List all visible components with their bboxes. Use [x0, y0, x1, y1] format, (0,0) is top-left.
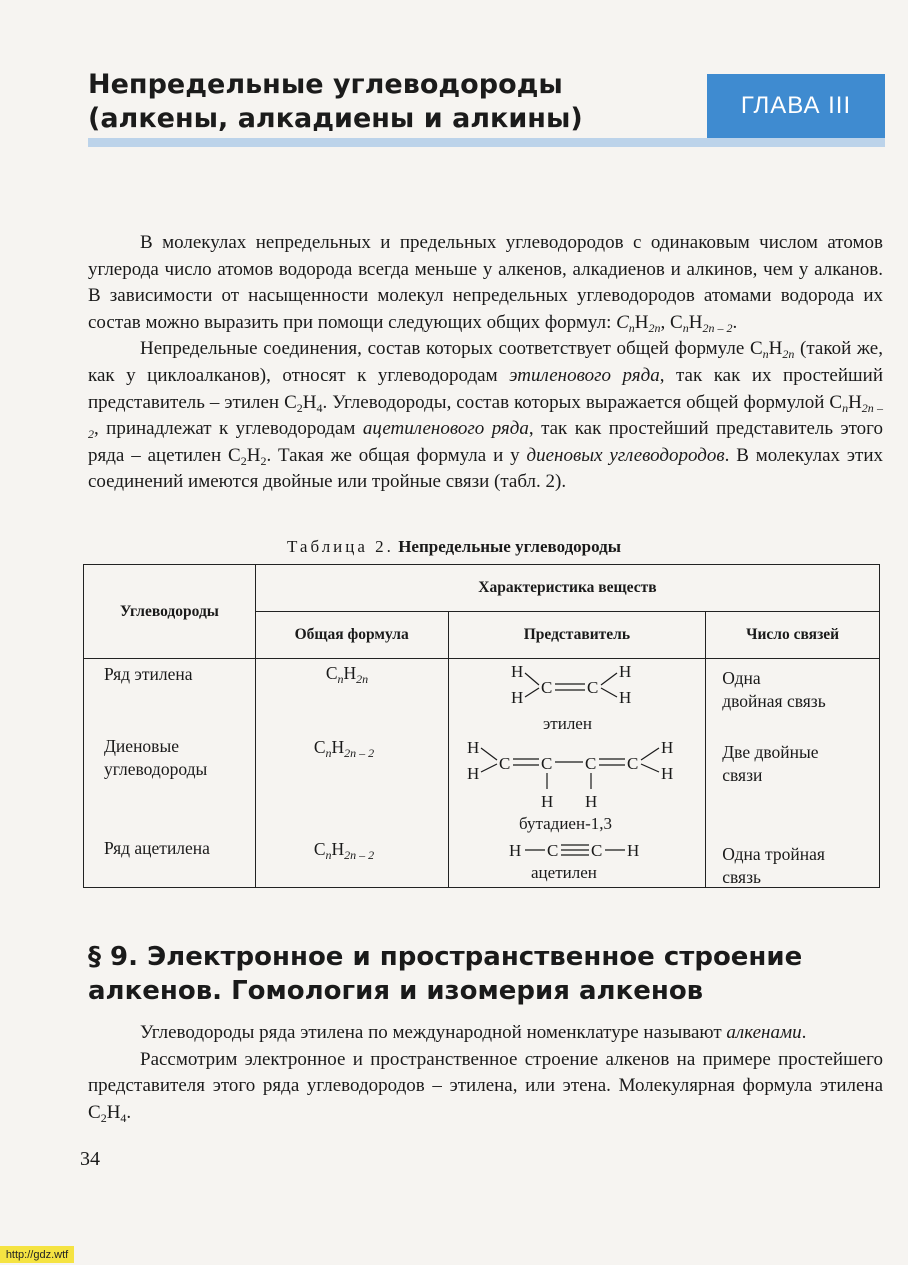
chapter-title-line2: (алкены, алкадиены и алкины) — [88, 103, 583, 134]
term-acetylene-series: ацетиленового ряда — [362, 418, 529, 440]
bonds-line1: Одна — [722, 668, 761, 688]
chapter-underline — [88, 138, 885, 147]
representative-name: бутадиен-1,3 — [518, 814, 612, 833]
row-name: Ряд этилена — [104, 664, 193, 684]
formula-c2h4: $C_2H_4$ — [88, 1101, 127, 1125]
row-formula: $C_nH_{2n}$ — [325, 663, 369, 686]
header-characteristics: Характеристика веществ — [255, 565, 879, 612]
table-body-row — [84, 659, 880, 888]
bonds-line2: связи — [722, 765, 763, 785]
section-paragraph-1: Углеводороды ряда этилена по международной номенклатуре называют алкенами. — [140, 1022, 807, 1043]
acetylene-structure — [509, 841, 639, 860]
svg-text:C: C — [626, 754, 638, 773]
svg-text:H: H — [510, 662, 523, 681]
table-cell-formulas — [255, 659, 448, 888]
table-cell-bonds — [706, 659, 880, 888]
term-ethylene-series: этиленового ряда — [509, 364, 660, 386]
header-hydrocarbons: Углеводороды — [84, 565, 256, 659]
svg-text:H: H — [510, 688, 523, 707]
formula-cnh2n-2: $C_nH_{2n - 2}$ — [670, 311, 733, 335]
table-cell-names — [84, 659, 256, 888]
svg-text:H: H — [660, 738, 673, 757]
formula-cnh2n: $C_nH_{2n}$ — [749, 338, 795, 362]
section-paragraph-2: Рассмотрим электронное и пространственное строение алкенов на примере простейшего представителя этого ряда углеводородов – этилена, или этена. Молекулярная формула этилена $C_2H_4$. — [88, 1048, 883, 1125]
chapter-title — [88, 68, 688, 136]
svg-text:C: C — [586, 678, 598, 697]
butadiene-structure — [467, 738, 673, 811]
page-number: 34 — [80, 1148, 100, 1170]
section-title-line2: алкенов. Гомология и изомерия алкенов — [88, 976, 704, 1006]
header-representative: Представитель — [448, 612, 706, 659]
ethylene-structure — [511, 662, 631, 707]
svg-text:H: H — [540, 792, 553, 811]
svg-text:C: C — [546, 841, 558, 860]
chapter-title-line1: Непредельные углеводороды — [88, 69, 563, 100]
svg-text:H: H — [626, 841, 639, 860]
table-header-row — [84, 565, 880, 612]
row-formula: $C_nH_{2n - 2}$ — [313, 737, 375, 760]
bonds-line2: связь — [722, 867, 761, 887]
table-caption-prefix: Таблица 2. — [286, 537, 394, 556]
intro-paragraph-2: Непредельные соединения, состав которых соответствует общей формуле $C_nH_{2n}$ (такой же, как у циклоалканов), относят к углеводородам этиленового ряда, так как их простейший представитель – этилен $C_2H_4$. Углеводороды, состав которых выражается общей формулой $C_nH_{2n - 2}$, принадлежат к углеводородам ацетиленового ряда, так как простейший представитель этого ряда – ацетилен $C_2H_2$. Такая же общая формула и у диеновых углеводородов. В молекулах этих соединений имеются двойные или тройные связи (табл. 2). — [88, 338, 884, 493]
structural-formulas — [449, 659, 705, 887]
intro-paragraph-1: В молекулах непредельных и предельных углеводородов с одинаковым числом атомов углерода число атомов водорода всегда меньше у алкенов, алкадиенов и алкинов, чем у алканов. В зависимости от насыщенности молекул непредельных углеводородов атомами водорода их состав можно выразить при помощи следующих общих формул: $C_nH_{2n}$, $C_nH_{2n - 2}$. — [88, 232, 883, 335]
hydrocarbons-table — [83, 564, 880, 888]
bonds-line2: двойная связь — [722, 691, 826, 711]
term-diene: диеновых углеводородов — [526, 444, 725, 466]
svg-text:C: C — [540, 754, 552, 773]
svg-text:H: H — [618, 688, 631, 707]
table-caption — [0, 537, 908, 557]
svg-text:C: C — [590, 841, 602, 860]
bonds-line1: Одна тройная — [722, 844, 825, 864]
formula-c2h4: $C_2H_4$ — [284, 391, 323, 415]
formula-cnh2n-2: $C_nH_{2n - 2}$ — [88, 391, 884, 442]
svg-text:C: C — [584, 754, 596, 773]
svg-text:H: H — [466, 738, 479, 757]
representative-name: ацетилен — [530, 863, 597, 882]
header-bonds: Число связей — [706, 612, 880, 659]
svg-text:H: H — [618, 662, 631, 681]
formula-cnh2n: C — [616, 311, 629, 333]
section-title-line1: § 9. Электронное и пространственное строение — [88, 942, 803, 972]
representative-name: этилен — [542, 714, 592, 733]
bonds-line1: Две двойные — [722, 742, 819, 762]
row-formula: $C_nH_{2n - 2}$ — [313, 839, 375, 862]
table-cell-structures — [448, 659, 706, 888]
svg-text:H: H — [508, 841, 521, 860]
svg-text:C: C — [498, 754, 510, 773]
chapter-badge: ГЛАВА III — [707, 74, 885, 138]
section-text — [88, 1020, 883, 1126]
row-name-line2: углеводороды — [104, 759, 208, 779]
section-title — [88, 940, 888, 1008]
text-run: В молекулах непредельных и предельных углеводородов с одинаковым числом атомов углерода число атомов водорода всегда меньше у алкенов, алкадиенов и алкинов, чем у алканов. В зависимости от насыщенности молекул непредельных углеводородов атомами водорода их состав можно выразить при помощи следующих общих формул: — [88, 232, 883, 333]
header-formula: Общая формула — [255, 612, 448, 659]
svg-text:H: H — [660, 764, 673, 783]
svg-text:C: C — [540, 678, 552, 697]
svg-text:H: H — [584, 792, 597, 811]
term-alkenes: алкенами — [726, 1022, 802, 1043]
watermark: http://gdz.wtf — [0, 1246, 74, 1263]
row-name-line1: Диеновые — [104, 736, 179, 756]
table-caption-title: Непредельные углеводороды — [398, 537, 622, 556]
formula-c2h2: $C_2H_2$ — [228, 444, 267, 468]
intro-text — [88, 230, 883, 496]
row-name: Ряд ацетилена — [104, 838, 210, 858]
svg-text:H: H — [466, 764, 479, 783]
